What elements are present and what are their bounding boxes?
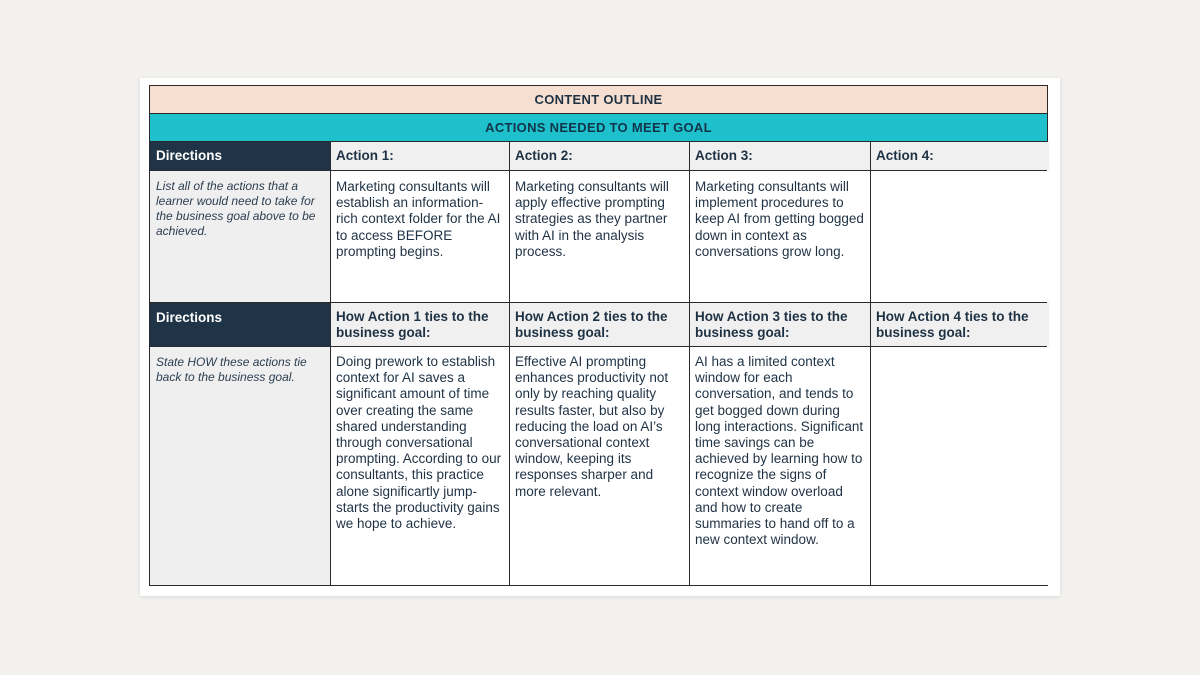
action-3-cell: Marketing consultants will implement procedures to keep AI from getting bogged down in context as conversations grow long. (689, 170, 870, 302)
action-1-cell: Marketing consultants will establish an information-rich context folder for the AI to access BEFORE prompting begins. (330, 170, 509, 302)
action-3-header: Action 3: (689, 142, 870, 170)
column-divider (870, 142, 871, 585)
row-divider (150, 170, 1047, 171)
document-page (140, 78, 1060, 596)
directions-text-1: List all of the actions that a learner would need to take for the business goal above to be achieved. (150, 170, 330, 302)
tie-3-cell: AI has a limited context window for each conversation, and tends to get bogged down during long interactions. Significant time savings can be achieved by learning how to recognize the signs of context window overload and how to create summaries to hand off to a new context window. (689, 346, 870, 585)
action-1-header: Action 1: (330, 142, 509, 170)
table-title: CONTENT OUTLINE (150, 86, 1047, 114)
row-divider (150, 346, 1047, 347)
column-divider (330, 142, 331, 585)
tie-1-cell: Doing prework to establish context for AI saves a significant amount of time over creating the same shared understanding through conversational prompting. According to our consultants, this practice alone significartly jump-starts the productivity gains we hope to achieve. (330, 346, 509, 585)
action-2-cell: Marketing consultants will apply effective prompting strategies as they partner with AI in the analysis process. (509, 170, 689, 302)
tie-3-header: How Action 3 ties to the business goal: (689, 302, 870, 346)
tie-1-header: How Action 1 ties to the business goal: (330, 302, 509, 346)
action-2-header: Action 2: (509, 142, 689, 170)
tie-2-cell: Effective AI prompting enhances productivity not only by reaching quality results faster, but also by reducing the load on AI’s conversational context window, keeping its responses sharper and more relevant. (509, 346, 689, 585)
table-subtitle: ACTIONS NEEDED TO MEET GOAL (150, 114, 1047, 142)
tie-4-cell (870, 346, 1049, 585)
directions-header-1: Directions (150, 142, 330, 170)
action-4-header: Action 4: (870, 142, 1049, 170)
directions-header-2: Directions (150, 302, 330, 346)
action-4-cell (870, 170, 1049, 302)
column-divider (689, 142, 690, 585)
column-divider (509, 142, 510, 585)
row-divider (150, 302, 1047, 303)
directions-text-2: State HOW these actions tie back to the business goal. (150, 346, 330, 585)
tie-2-header: How Action 2 ties to the business goal: (509, 302, 689, 346)
tie-4-header: How Action 4 ties to the business goal: (870, 302, 1049, 346)
content-outline-table (149, 85, 1048, 586)
